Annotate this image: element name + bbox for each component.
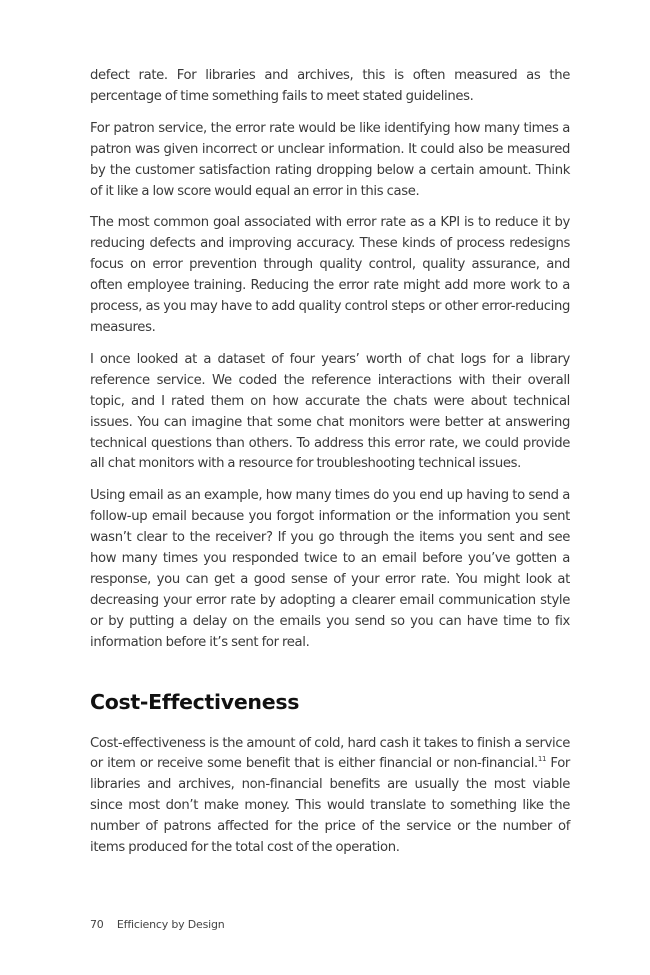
page-body [90, 66, 570, 870]
footnote-marker[interactable]: 11 [537, 755, 547, 764]
paragraph-defect-rate: defect rate. For libraries and archives, this is often measured as the percentage of time something fails to meet stated guidelines. [90, 68, 570, 104]
paragraph-email-example: Using email as an example, how many times do you end up having to send a follow-up email because you forgot information or the information you sent wasn’t clear to the receiver? If you go through the items you sent and see how many times you responded twice to an email before you’ve gotten a response, you can get a good sense of your error rate. You might look at decreasing your error rate by adopting a clearer email communication style or by putting a delay on the emails you send so you can have time to fix information before it’s sent for real. [90, 488, 570, 650]
paragraph-cost-effectiveness [90, 734, 570, 859]
page-number: 70 [90, 918, 104, 931]
paragraph-common-goal: The most common goal associated with error rate as a KPI is to reduce it by reducing defects and improving accuracy. These kinds of process redesigns focus on error prevention through quality control, quality assurance, and often employee training. Reducing the error rate might add more work to a process, as you may have to add quality control steps or other error-reducing measures. [90, 215, 570, 335]
paragraph-patron-service: For patron service, the error rate would be like identifying how many times a patron was given incorrect or unclear information. It could also be measured by the customer satisfaction rating dropping below a certain amount. Think of it like a low score would equal an error in this case. [90, 120, 570, 199]
paragraph-cost-part1: Cost-effectiveness is the amount of cold, hard cash it takes to finish a service or item or receive some benefit that is either financial or non-financial. [90, 735, 570, 772]
paragraph-cost-part2: For libraries and archives, non-financial benefits are usually the most viable since most don’t make money. This would translate to something like the number of patrons affected for the price of the service or the number of items produced for the total cost of the operation. [90, 756, 570, 856]
section-heading: Cost-Effectiveness [90, 689, 300, 714]
page-footer [90, 918, 225, 931]
paragraph-chat-logs: I once looked at a dataset of four years’ worth of chat logs for a library reference service. We coded the reference interactions with their overall topic, and I rated them on how accurate the chats were about technical issues. You can imagine that some chat monitors were better at answering technical questions than others. To address this error rate, we could provide all chat monitors with a resource for troubleshooting technical issues. [90, 351, 570, 472]
book-title: Efficiency by Design [116, 918, 225, 931]
